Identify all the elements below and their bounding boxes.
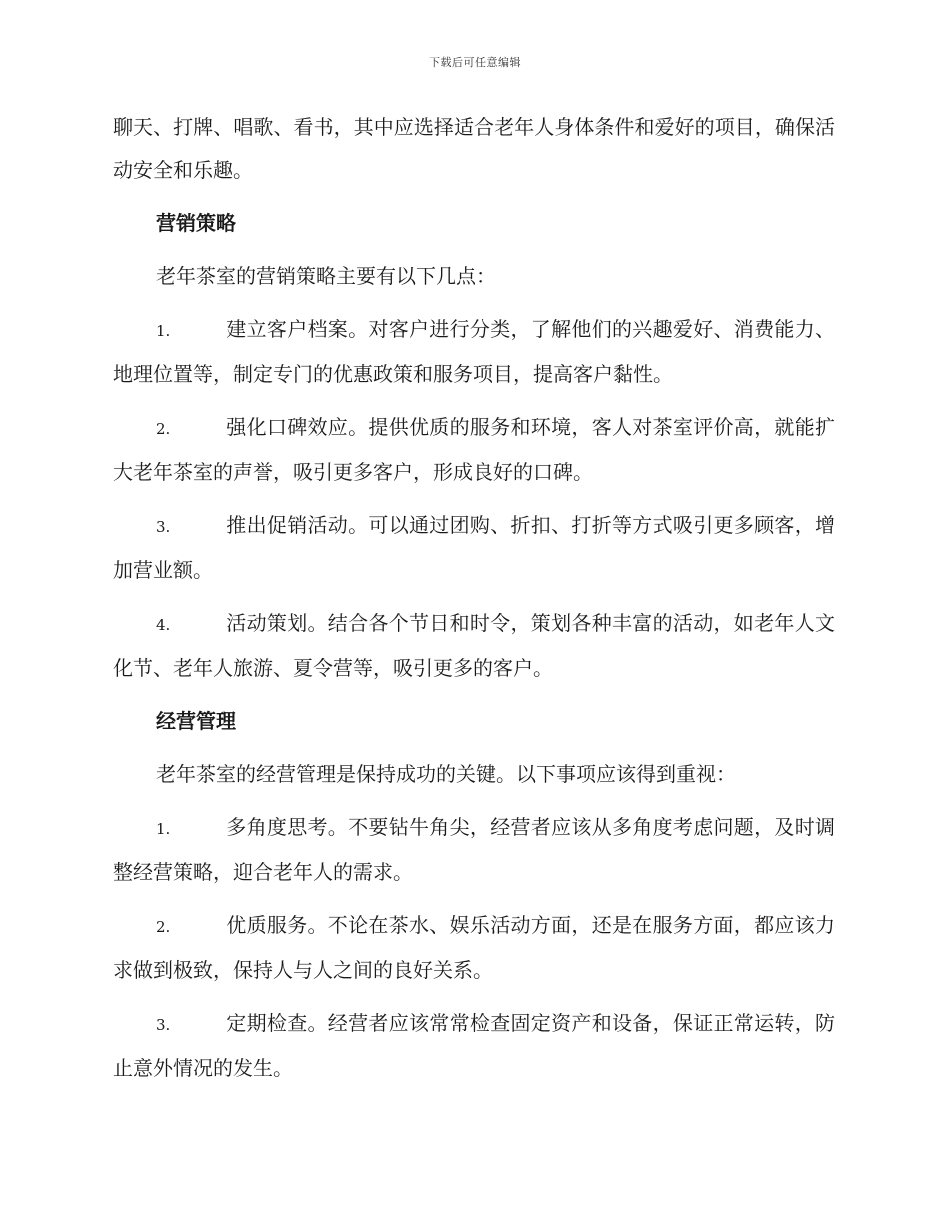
list-item-text: 优质服务。不论在茶水、娱乐活动方面，还是在服务方面，都应该力求做到极致，保持人与人之间的良好关系。 xyxy=(113,913,835,982)
intro-continuation-paragraph: 聊天、打牌、唱歌、看书，其中应选择适合老年人身体条件和爱好的项目，确保活动安全和乐趣。 xyxy=(113,115,835,182)
management-heading: 经营管理 xyxy=(156,709,236,733)
list-item-number: 4. xyxy=(156,616,171,634)
list-item-text: 定期检查。经营者应该常常检查固定资产和设备，保证正常运转，防止意外情况的发生。 xyxy=(113,1011,835,1080)
marketing-list-item xyxy=(113,602,835,690)
list-item-text: 多角度思考。不要钻牛角尖，经营者应该从多角度考虑问题，及时调整经营策略，迎合老年人的需求。 xyxy=(113,815,835,884)
management-lead-paragraph: 老年茶室的经营管理是保持成功的关键。以下事项应该得到重视： xyxy=(156,762,736,786)
marketing-list-item xyxy=(113,504,835,592)
list-item-number: 2. xyxy=(156,918,171,936)
list-item-text: 推出促销活动。可以通过团购、折扣、打折等方式吸引更多顾客，增加营业额。 xyxy=(113,513,835,582)
marketing-lead-paragraph: 老年茶室的营销策略主要有以下几点： xyxy=(156,264,496,288)
management-list-item xyxy=(113,904,835,992)
list-item-number: 3. xyxy=(156,518,171,536)
marketing-list-item xyxy=(113,308,835,396)
list-item-text: 强化口碑效应。提供优质的服务和环境，客人对茶室评价高，就能扩大老年茶室的声誉，吸引更多客户，形成良好的口碑。 xyxy=(113,415,835,484)
management-list-item xyxy=(113,806,835,894)
list-item-text: 活动策划。结合各个节日和时令，策划各种丰富的活动，如老年人文化节、老年人旅游、夏令营等，吸引更多的客户。 xyxy=(113,611,835,680)
header-note: 下载后可任意编辑 xyxy=(429,56,521,69)
document-body xyxy=(113,106,835,1100)
list-item-number: 2. xyxy=(156,420,171,438)
marketing-heading: 营销策略 xyxy=(156,211,236,235)
list-item-number: 1. xyxy=(156,322,171,340)
list-item-number: 1. xyxy=(156,820,171,838)
management-list-item xyxy=(113,1002,835,1090)
list-item-number: 3. xyxy=(156,1016,171,1034)
marketing-list-item xyxy=(113,406,835,494)
list-item-text: 建立客户档案。对客户进行分类，了解他们的兴趣爱好、消费能力、地理位置等，制定专门的优惠政策和服务项目，提高客户黏性。 xyxy=(113,317,835,386)
